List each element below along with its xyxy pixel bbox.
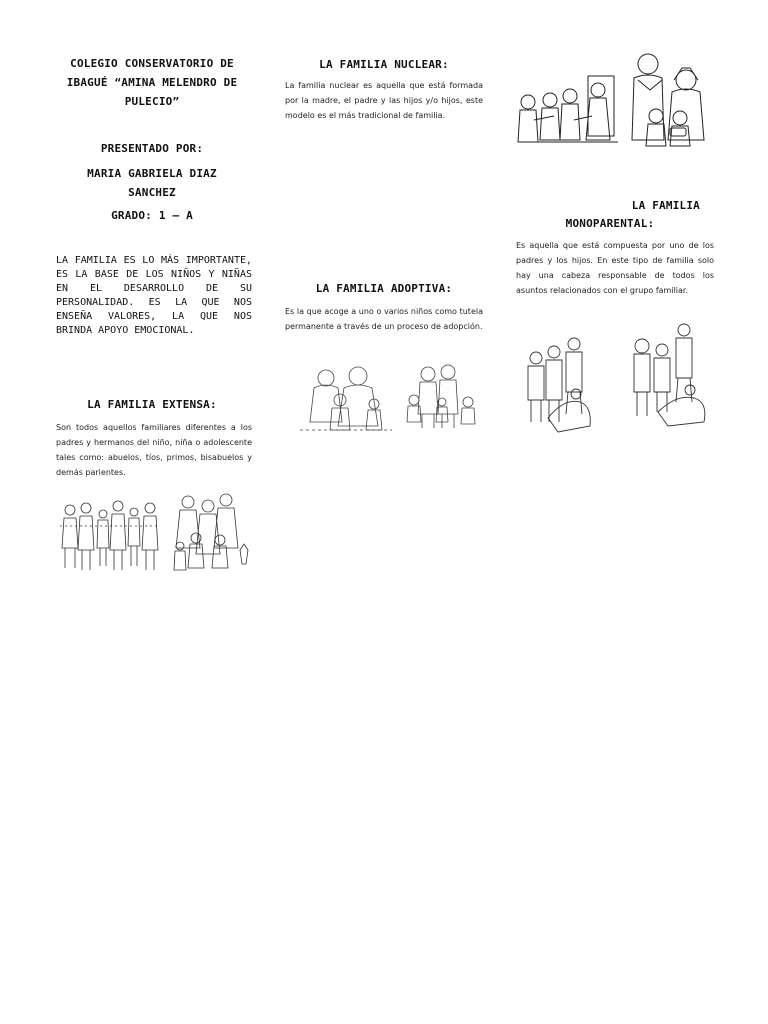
mono-right-scene <box>634 324 705 426</box>
nuclear-heading: LA FAMILIA NUCLEAR: <box>319 58 449 71</box>
presented-by-label: PRESENTADO POR: <box>100 142 204 155</box>
mono-left-scene <box>528 338 590 432</box>
adoptive-group-left <box>300 367 392 430</box>
author-name <box>52 164 252 202</box>
mono-paragraph: Es aquella que está compuesta por uno de los padres y los hijos. En este tipo de familia solo hay una cabeza responsable de todos los asuntos relacionados con el grupo familiar. <box>516 241 714 295</box>
adoptiva-heading: LA FAMILIA ADOPTIVA: <box>315 282 453 295</box>
school-name-line3: PULECIO” <box>124 95 180 108</box>
nuclear-family-illustration <box>514 50 714 150</box>
school-name-line2: IBAGUÉ “AMINA MELENDRO DE <box>66 76 238 89</box>
extensa-heading: LA FAMILIA EXTENSA: <box>87 398 217 411</box>
school-name-line1: COLEGIO CONSERVATORIO DE <box>70 57 234 70</box>
author-name-line2: SANCHEZ <box>128 186 176 199</box>
grade-label: GRADO: 1 – A <box>111 209 193 222</box>
nuclear-left-scene <box>518 76 618 142</box>
adoptive-group-right <box>407 365 475 428</box>
adoptiva-paragraph: Es la que acoge a uno o varios niños como tutela permanente a través de un proceso de adopción. <box>285 307 483 331</box>
mono-heading-line1: LA FAMILIA <box>631 199 700 212</box>
intro-paragraph: LA FAMILIA ES LO MÁS IMPORTANTE, ES LA BASE DE LOS NIÑOS Y NIÑAS EN EL DESARROLLO DE SU PERSONALIDAD. ES LA QUE NOS ENSEÑA VALORES, LA QUE NOS BRINDA APOYO EMOCIONAL. <box>56 255 252 336</box>
single-parent-family-illustration <box>518 322 716 440</box>
author-name-line1: MARIA GABRIELA DIAZ <box>87 167 217 180</box>
extended-family-illustration <box>56 488 252 574</box>
extensa-paragraph: Son todos aquellos familiares diferentes a los padres y hermanos del niño, niña o adolescente tales como: abuelos, tíos, primos, bisabuelos y demás parientes. <box>56 423 252 477</box>
adoptive-family-illustration <box>296 360 486 432</box>
nuclear-right-scene <box>632 54 704 146</box>
school-name <box>52 54 252 111</box>
nuclear-paragraph: La familia nuclear es aquella que está formada por la madre, el padre y las hijos y/o hijos, este modelo es el más tradicional de familia. <box>285 81 483 120</box>
mono-heading-line2: MONOPARENTAL: <box>565 217 655 230</box>
group-left-figures <box>60 501 160 570</box>
group-right-figures <box>174 494 248 570</box>
